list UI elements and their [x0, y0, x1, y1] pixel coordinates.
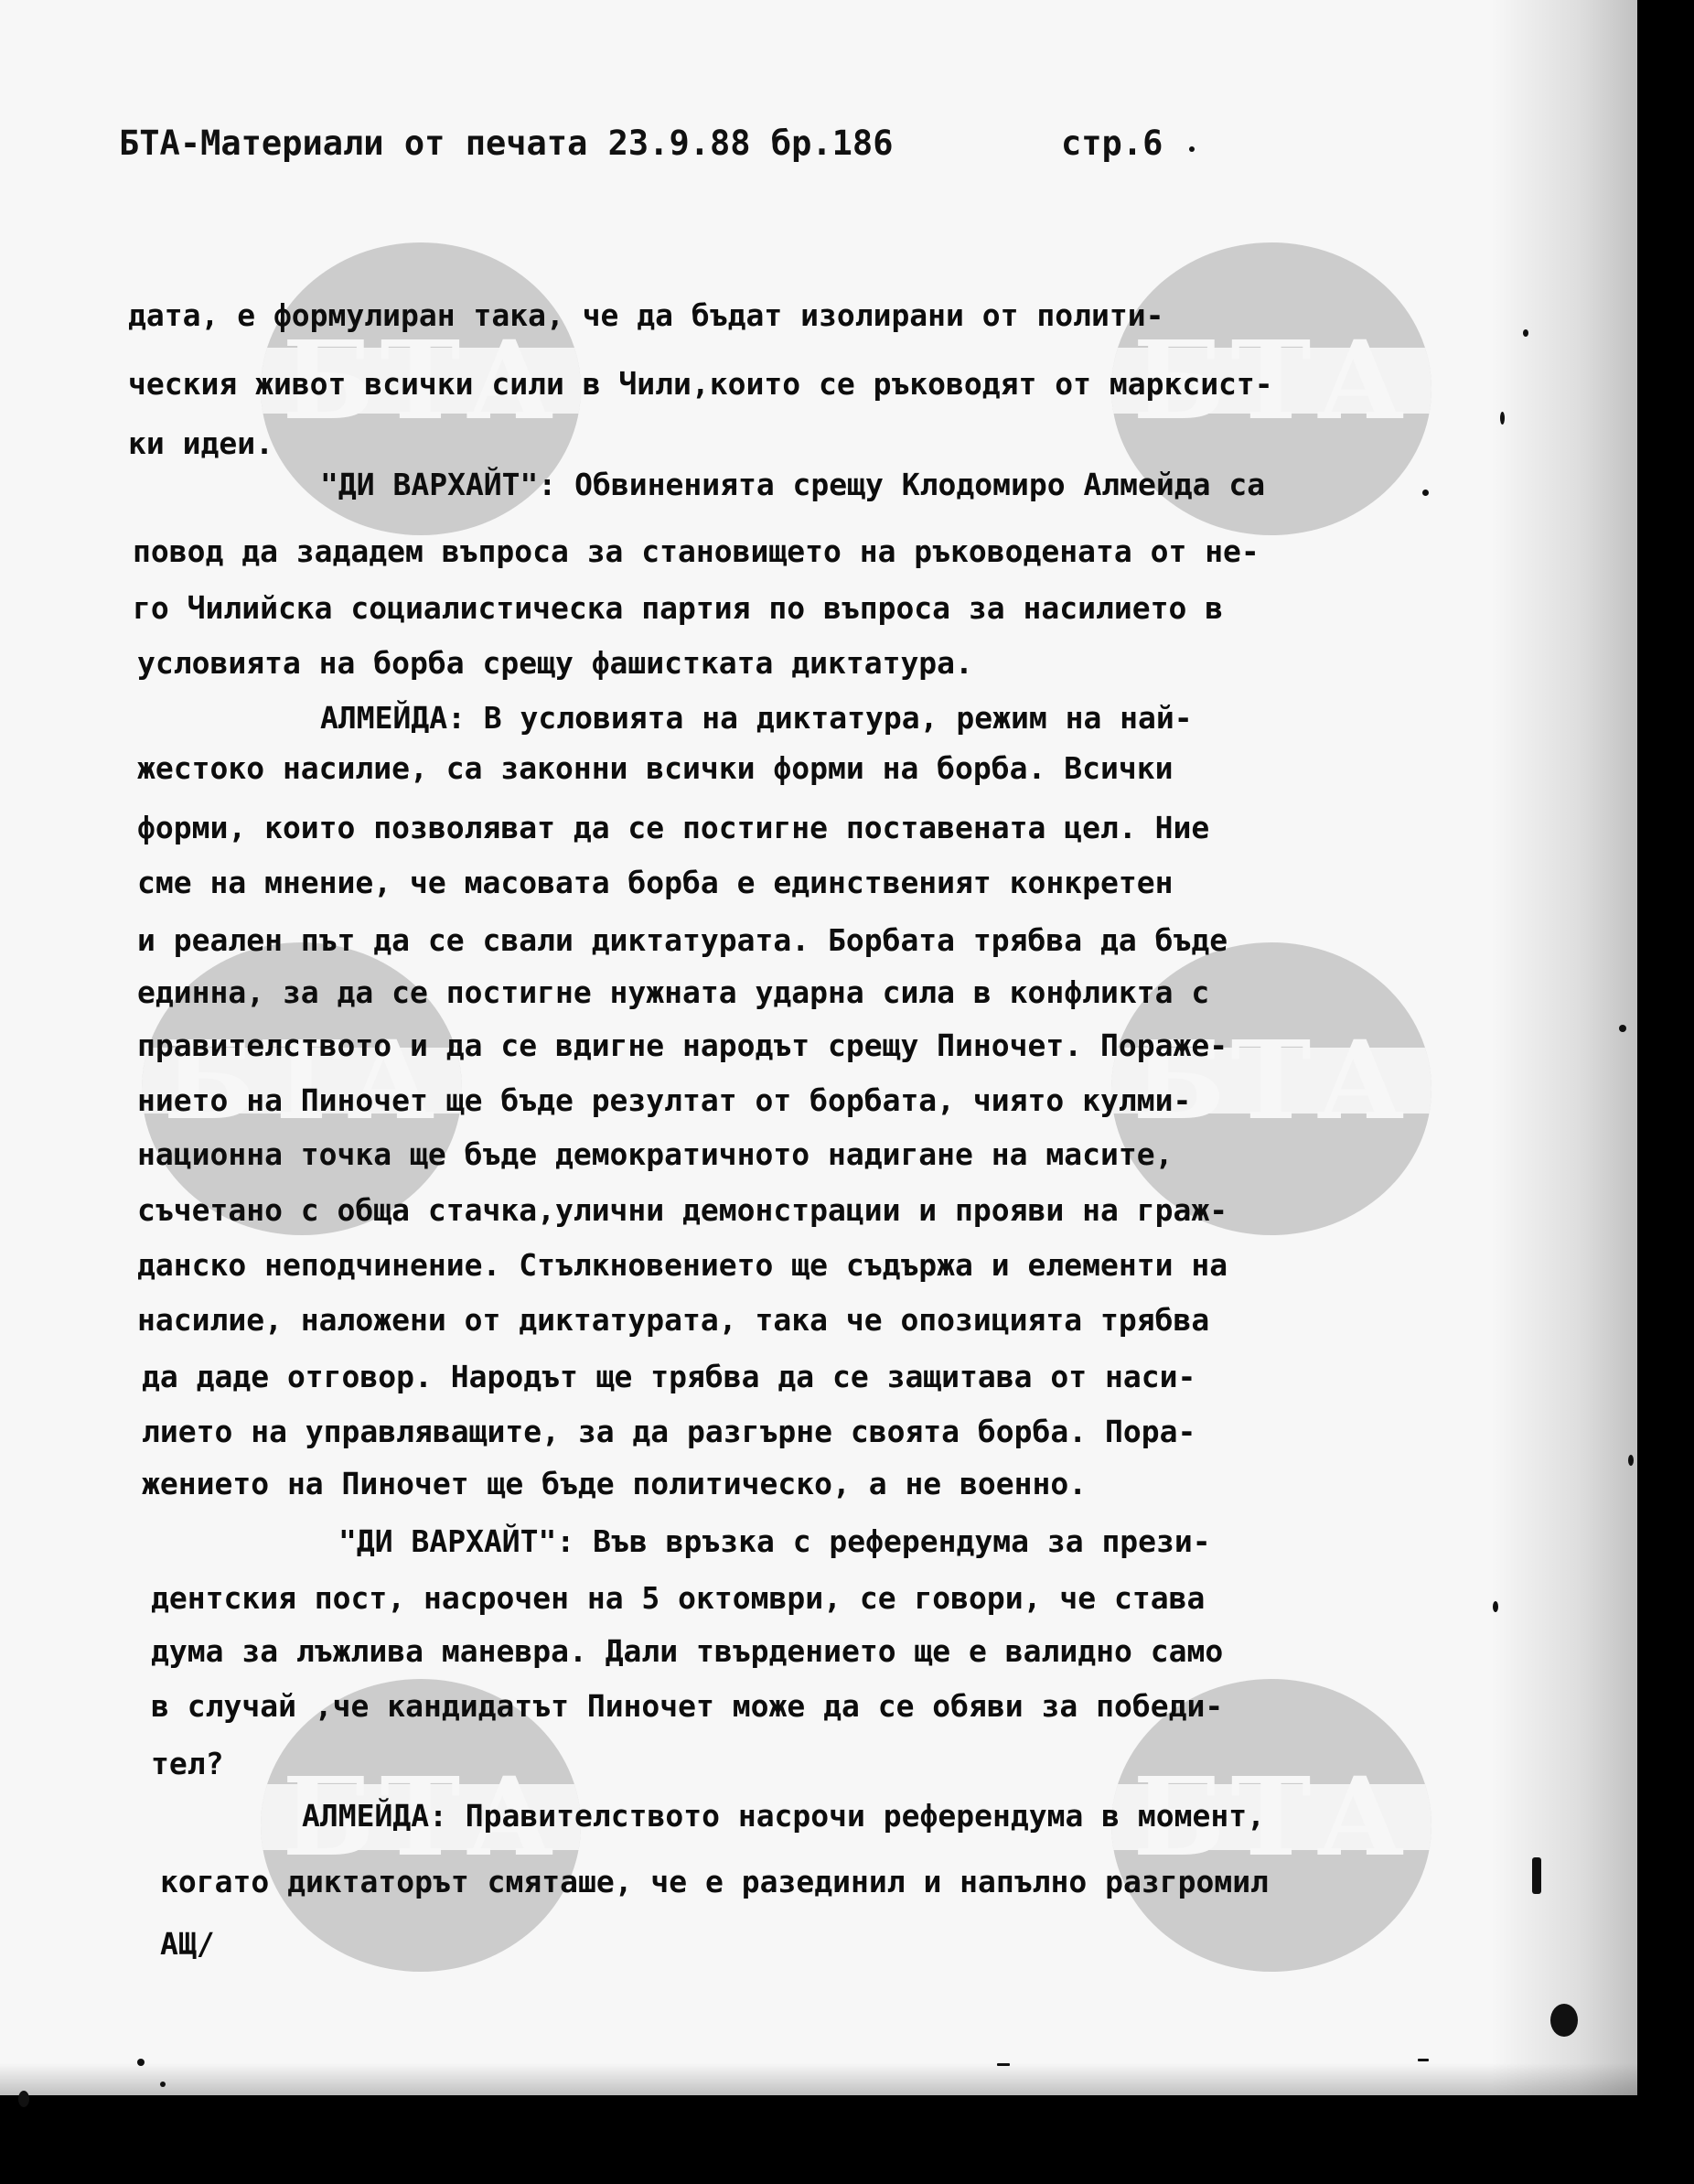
scan-speck [1422, 490, 1429, 496]
text-line: АЛМЕЙДА: В условията на диктатура, режим на най- [320, 700, 1193, 736]
text-line: го Чилийска социалистическа партия по въпроса за насилието в [133, 590, 1224, 626]
text-line: жестоко насилие, са законни всички форми на борба. Всички [137, 750, 1174, 786]
text-line: жението на Пиночет ще бъде политическо, а не военно. [142, 1466, 1088, 1501]
text-line: съчетано с обща стачка,улични демонстрации и прояви на граж- [137, 1192, 1228, 1228]
text-line: "ДИ ВАРХАЙТ": Във връзка с референдума за прези- [338, 1523, 1211, 1559]
scan-speck [1493, 1601, 1498, 1612]
bta-watermark-logo: БТА [261, 1679, 581, 1972]
text-line: данско неподчинение. Стълкновението ще съдържа и елементи на [137, 1247, 1228, 1283]
text-line: повод да зададем въпроса за становището на ръководената от не- [133, 533, 1260, 569]
text-line: когато диктаторът смяташе, че е разединил и напълно разгромил [160, 1864, 1269, 1899]
text-line: да даде отговор. Народът ще трябва да се защитава от наси- [142, 1359, 1196, 1394]
text-line: "ДИ ВАРХАЙТ": Обвиненията срещу Клодомиро Алмейда са [320, 467, 1266, 502]
publication-line: БТА-Материали от печата 23.9.88 бр.186 [119, 124, 894, 163]
scan-speck [1628, 1455, 1634, 1466]
scan-speck [160, 2082, 166, 2087]
text-line: и реален път да се свали диктатурата. Борбата трябва да бъде [137, 922, 1228, 958]
text-line: дентския пост, насрочен на 5 октомври, се говори, че става [151, 1580, 1206, 1616]
bta-watermark-logo: БТА [1111, 1679, 1431, 1972]
text-line: АЛМЕЙДА: Правителството насрочи референдума в момент, [302, 1798, 1265, 1834]
text-line: условията на борба срещу фашистката диктатура. [137, 645, 973, 681]
text-line: национна точка ще бъде демократичното надигане на масите, [137, 1136, 1174, 1172]
scan-speck [1500, 412, 1505, 425]
scan-speck [137, 2059, 145, 2066]
scan-speck [1418, 2059, 1429, 2061]
bta-watermark-logo: БТА [1111, 242, 1431, 535]
text-line: форми, които позволяват да се постигне поставената цел. Ние [137, 810, 1210, 845]
text-line: нието на Пиночет ще бъде резултат от борбата, чиято кулми- [137, 1082, 1192, 1118]
scan-speck [997, 2063, 1010, 2066]
scan-speck [1189, 146, 1195, 152]
scan-speck [1532, 1857, 1541, 1894]
text-line: сме на мнение, че масовата борба е единственият конкретен [137, 865, 1174, 900]
bta-watermark-logo: БТА [1111, 942, 1431, 1235]
scan-speck [1523, 329, 1528, 337]
text-line: насилие, наложени от диктатурата, така че опозицията трябва [137, 1302, 1210, 1338]
text-line: дума за лъжлива маневра. Дали твърдението ще е валидно само [151, 1633, 1224, 1669]
text-line: единна, за да се постигне нужната ударна сила в конфликта с [137, 974, 1210, 1010]
page-number: стр.6 [1061, 124, 1163, 163]
text-line: ки идеи. [128, 425, 273, 461]
text-line: в случай ,че кандидатът Пиночет може да се обяви за победи- [151, 1688, 1224, 1724]
text-line: ческия живот всички сили в Чили,които се ръководят от марксист- [128, 366, 1273, 402]
page-header [119, 124, 1217, 169]
bta-watermark-logo: БТА [261, 242, 581, 535]
text-line: дата, е формулиран така, че да бъдат изолирани от полити- [128, 297, 1164, 333]
text-line: лието на управляващите, за да разгърне своята борба. Пора- [142, 1414, 1196, 1449]
scan-speck [18, 2091, 29, 2107]
text-line: тел? [151, 1746, 224, 1781]
text-line: правителството и да се вдигне народът срещу Пиночет. Пораже- [137, 1027, 1228, 1063]
bta-watermark-logo: БТА [142, 942, 462, 1235]
text-line: АЩ/ [160, 1926, 215, 1962]
scan-speck [1619, 1025, 1626, 1032]
page-shadow [1491, 0, 1637, 2095]
scan-speck [1550, 2004, 1578, 2037]
page-bottom-edge [0, 2063, 1637, 2100]
